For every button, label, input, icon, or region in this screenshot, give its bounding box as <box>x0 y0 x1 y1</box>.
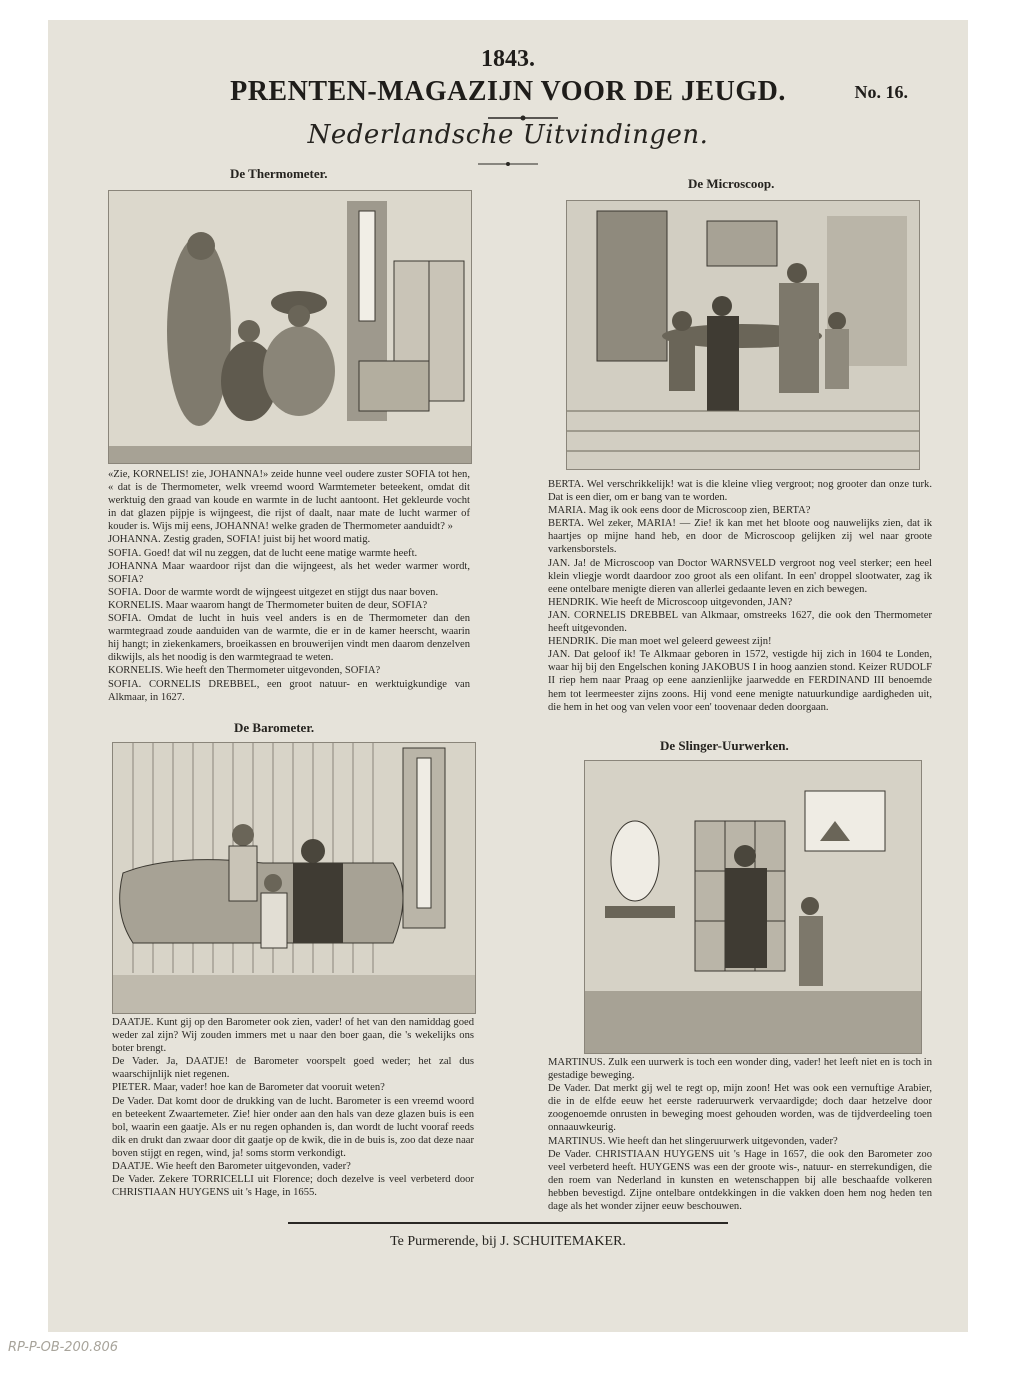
dialogue-line: BERTA. Wel zeker, MARIA! — Zie! ik kan met het bloote oog nauwelijks zien, dat ik haartjes op mijne hand heb, en door de Microscoop gelijken zij wel naar groote varkensborstels. <box>548 518 932 556</box>
dialogue-line: PIETER. Maar, vader! hoe kan de Barometer dat vooruit weten? <box>112 1082 385 1094</box>
dialogue-line: MARIA. Mag ik ook eens door de Microscoop zien, BERTA? <box>548 505 811 517</box>
dialogue-line: De Vader. Ja, DAATJE! de Barometer voorspelt goed weder; het zal dus waarschijnlijk niet regenen. <box>112 1056 474 1081</box>
dialogue-line: De Vader. Dat komt door de drukking van de lucht. Barometer is een vreemd woord en beteekent Zwaartemeter. Zie! hier onder aan den hals van deze glazen buis is een bol, waarin een gaatje. Als er nu regen ophanden is, dan wordt de lucht vooraf reeds dik en drukt dan zwaar door dit gaatje op de kwik, die in de buis is, zoo dat deze naar boven stijgt en regen, wind, ja! soms storm verkondigt. <box>112 1095 474 1159</box>
thermometer-engraving <box>108 190 472 464</box>
microscoop-engraving <box>566 200 920 470</box>
barometer-title: De Barometer. <box>234 720 315 735</box>
dialogue-line: DAATJE. Kunt gij op den Barometer ook zien, vader! of het van den namiddag goed weder zal zijn? Wij zouden immers met u naar den boer gaan, die 's wekelijks ons boter brengt. <box>112 1017 474 1055</box>
series-subtitle: Nederlandsche Uitvindingen. <box>307 120 709 150</box>
slinger-engraving <box>584 760 922 1054</box>
dialogue-line: DAATJE. Wie heeft den Barometer uitgevonden, vader? <box>112 1161 351 1173</box>
dialogue-line: KORNELIS. Wie heeft den Thermometer uitgevonden, SOFIA? <box>108 665 381 677</box>
dialogue-line: MARTINUS. Wie heeft dan het slingeruurwerk uitgevonden, vader? <box>548 1135 838 1147</box>
microscoop-title: De Microscoop. <box>688 176 775 191</box>
thermometer-dialogue <box>108 468 470 704</box>
imprint-footer: Te Purmerende, bij J. SCHUITEMAKER. <box>390 1234 626 1249</box>
issue-number: No. 16. <box>854 82 908 102</box>
slinger-dialogue <box>548 1056 932 1213</box>
thermometer-title: De Thermometer. <box>230 166 328 181</box>
year-heading: 1843. <box>481 46 535 72</box>
dialogue-line: SOFIA. CORNELIS DREBBEL, een groot natuur- en werktuigkundige van Alkmaar, in 1627. <box>108 678 470 703</box>
dialogue-line: HENDRIK. Wie heeft de Microscoop uitgevonden, JAN? <box>548 596 793 608</box>
magazine-title: PRENTEN-MAGAZIJN VOOR DE JEUGD. <box>230 76 786 107</box>
dialogue-line: SOFIA. Omdat de lucht in huis veel anders is en de Thermometer dan den warmtegraad zoude aanduiden van de warmte, die er in de kamer heerscht, waarin hij hangt; in ziekenkamers, broeikassen en brouwerijen vindt men daarom denzelven dikwijls, als het noodig is den warmtegraad te weten. <box>108 613 470 664</box>
footer-rule <box>288 1222 728 1224</box>
dialogue-line: JAN. CORNELIS DREBBEL van Alkmaar, omstreeks 1627, die ook den Thermometer heeft uitgevonden. <box>548 609 932 635</box>
dialogue-line: JOHANNA Maar waardoor rijst dan die wijngeest, als het weder warmer wordt, SOFIA? <box>108 560 470 585</box>
barometer-engraving <box>112 742 476 1014</box>
pencil-inventory-note: RP-P-OB-200.806 <box>8 1340 119 1355</box>
dialogue-line: De Vader. CHRISTIAAN HUYGENS uit 's Hage in 1657, die ook den Barometer zoo veel verbeterd heeft. HUYGENS was een der groote wis-, natuur- en sterrekundigen, die den roem van Nederland in kunsten en wetenschappen bij alle beschaafde volkeren hebben bevestigd. Zijne ontelbare ontdekkingen in die vakken doen hem nog heden ten dage als het wonder zijner eeuw beschouwen. <box>548 1148 932 1213</box>
dialogue-line: KORNELIS. Maar waarom hangt de Thermometer buiten de deur, SOFIA? <box>108 599 428 611</box>
dialogue-line: JAN. Dat geloof ik! Te Alkmaar geboren in 1572, vestigde hij zich in 1604 te Londen, waar hij bij den Engelschen koning JAKOBUS I in hoog aanzien stond. Keizer RUDOLF II riep hem naar Praag op eene aanzienlijke jaarwedde en FERDINAND III benoemde hem tot leermeester zijns zoons. Hij vond eene menigte natuurkundige aardigheden uit, die hem in het oog van velen voor een' toovenaar deden doorgaan. <box>548 649 932 713</box>
microscoop-dialogue <box>548 478 932 714</box>
dialogue-line: JOHANNA. Zestig graden, SOFIA! juist bij het woord matig. <box>108 534 371 546</box>
dialogue-line: HENDRIK. Die man moet wel geleerd geweest zijn! <box>548 636 772 648</box>
dialogue-line: JAN. Ja! de Microscoop van Doctor WARNSVELD vergroot nog veel sterker; een heel klein vliegje wordt daardoor zoo groot als een olifant. In een' droppel slootwater, zag ik eene ontelbare menigte dieren van allerlei gedaante leven en zich bewegen. <box>548 557 932 595</box>
print-sheet <box>48 20 968 1332</box>
dialogue-line: «Zie, KORNELIS! zie, JOHANNA!» zeide hunne veel oudere zuster SOFIA tot hen, « dat is de Thermometer, welk vreemd woord Warmtemeter beteekent, omdat dit werktuig den graad van koude en warmte in de lucht aantoont. Het gekleurde vocht in dat glazen pijpje is wijngeest, die rijst of daalt, naar mate de lucht warmer of kouder is. Wijs mij eens, JOHANNA! welke graden de Thermometer aanduidt? » <box>108 469 470 533</box>
dialogue-line: SOFIA. Goed! dat wil nu zeggen, dat de lucht eene matige warmte heeft. <box>108 547 418 559</box>
dialogue-line: MARTINUS. Zulk een uurwerk is toch een wonder ding, vader! het leeft niet en is toch in gestadige beweging. <box>548 1057 932 1082</box>
slinger-title: De Slinger-Uurwerken. <box>660 738 789 753</box>
dialogue-line: De Vader. Zekere TORRICELLI uit Florence; doch dezelve is veel verbeterd door CHRISTIAAN HUYGENS uit 's Hage, in 1655. <box>112 1174 474 1199</box>
barometer-dialogue <box>112 1016 474 1199</box>
dialogue-line: BERTA. Wel verschrikkelijk! wat is die kleine vlieg vergroot; nog grooter dan onze turk. Dat is een dier, om er bang van te worden. <box>548 479 932 504</box>
dialogue-line: De Vader. Dat merkt gij wel te regt op, mijn zoon! Het was ook een vernuftige Arabier, die in de elfde eeuw het eerste raderuurwerk vervaardigde; doch daar hetzelve door zoogenoemde onrusten in beweging moest gehouden worden, was de tijdverdeeling toen onnaauwkeurig. <box>548 1083 932 1134</box>
subtitle-ornament <box>478 160 538 168</box>
dialogue-line: SOFIA. Door de warmte wordt de wijngeest uitgezet en stijgt dus naar boven. <box>108 586 439 598</box>
